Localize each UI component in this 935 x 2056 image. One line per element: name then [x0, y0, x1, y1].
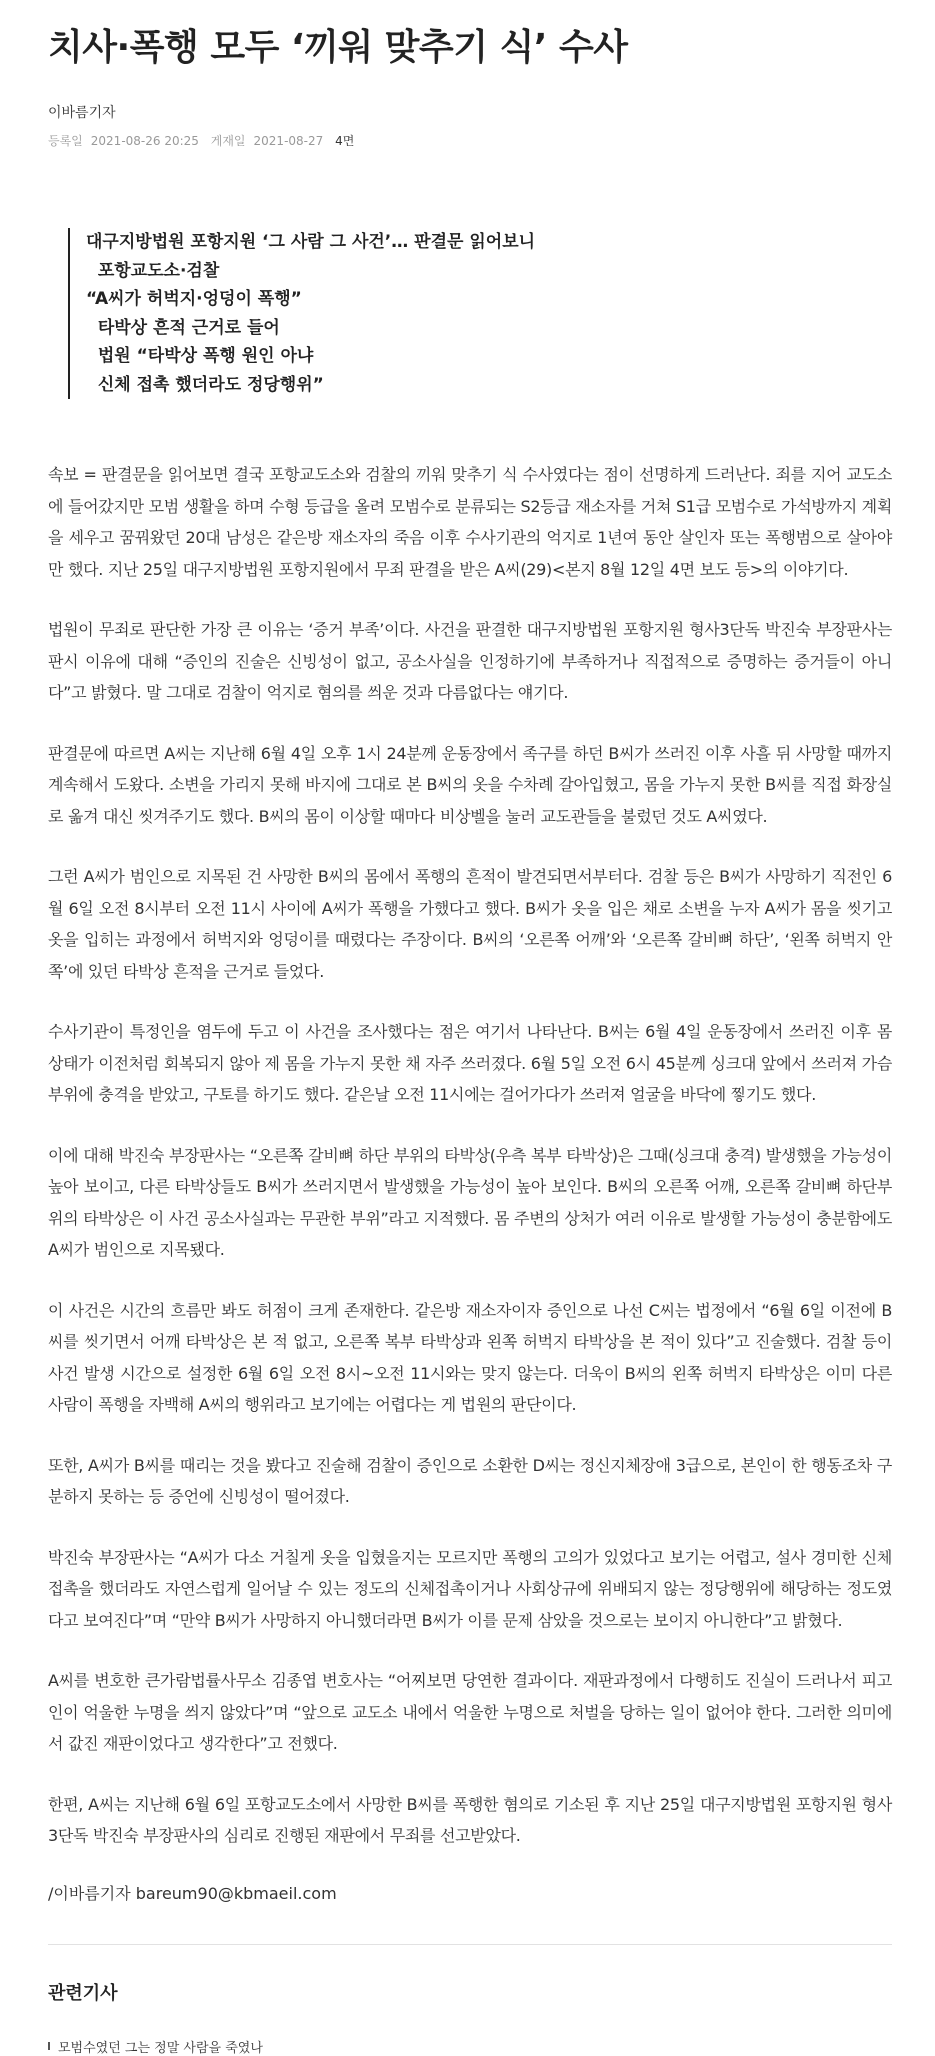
related-article-link[interactable]: [48, 2037, 935, 2056]
article-paragraph: 박진숙 부장판사는 “A씨가 다소 거칠게 옷을 입혔을지는 모르지만 폭행의 고의가 있었다고 보기는 어렵고, 설사 경미한 신체접촉을 했더라도 자연스럽게 일어날 수 있는 정도의 신체접촉이거나 사회상규에 위배되지 않는 정당행위에 해당하는 정도였다고 보여진다”며 “만약 B씨가 사망하지 아니했더라면 B씨가 이를 문제 삼았을 것으로는 보이지 아니한다”고 밝혔다.: [48, 1547, 892, 1630]
article-paragraph: 한편, A씨는 지난해 6월 6일 포항교도소에서 사망한 B씨를 폭행한 혐의로 기소된 후 지난 25일 대구지방법원 포항지원 형사3단독 박진숙 부장판사의 심리로 진행된 재판에서 무죄를 선고받았다.: [48, 1794, 892, 1845]
registered-label: 등록일: [48, 134, 83, 148]
subheadline-line: “A씨가 허벅지·엉덩이 폭행”: [86, 289, 302, 309]
subheadline-line: 법원 “타박상 폭행 원인 아냐: [86, 346, 314, 366]
subheadline-line: 대구지방법원 포항지원 ‘그 사람 그 사건’… 판결문 읽어보니: [86, 232, 536, 252]
subheadline-box: [68, 228, 935, 399]
published-label: 게재일: [210, 134, 246, 148]
article-paragraph: 수사기관이 특정인을 염두에 두고 이 사건을 조사했다는 점은 여기서 나타난다. B씨는 6월 4일 운동장에서 쓰러진 이후 몸 상태가 이전처럼 회복되지 않아 제 몸을 가누지 못한 채 자주 쓰러졌다. 6월 5일 오전 6시 45분께 싱크대 앞에서 쓰러져 가슴 부위에 충격을 받았고, 구토를 하기도 했다. 같은날 오전 11시에는 걸어가다가 쓰러져 얼굴을 바닥에 찧기도 했다.: [48, 1022, 892, 1104]
subheadline-line: 타박상 흔적 근거로 들어: [86, 317, 280, 338]
article-paragraph: 그런 A씨가 범인으로 지목된 건 사망한 B씨의 몸에서 폭행의 흔적이 발견되면서부터다. 검찰 등은 B씨가 사망하기 직전인 6월 6일 오전 8시부터 오전 11시 사이에 A씨가 폭행을 가했다고 했다. B씨가 옷을 입은 채로 소변을 누자 A씨가 몸을 씻기고 옷을 입히는 과정에서 허벅지와 엉덩이를 때렸다는 주장이다. B씨의 ‘오른쪽 어깨’와 ‘오른쪽 갈비뼈 하단’, ‘왼쪽 허벅지 안쪽’에 있던 타박상 흔적을 근거로 들었다.: [48, 867, 892, 981]
article-paragraph: 이에 대해 박진숙 부장판사는 “오른쪽 갈비뼈 하단 부위의 타박상(우측 복부 타박상)은 그때(싱크대 충격) 발생했을 가능성이 높아 보이고, 다른 타박상들도 B씨가 쓰러지면서 발생했을 가능성이 높아 보인다. B씨의 오른쪽 어깨, 오른쪽 갈비뼈 하단부위의 타박상은 이 사건 공소사실과는 무관한 부위”라고 지적했다. 몸 주변의 상처가 여러 이유로 발생할 가능성이 충분함에도 A씨가 범인으로 지목됐다.: [48, 1145, 892, 1259]
subheadline-line: 신체 접촉 했더라도 정당행위”: [86, 374, 324, 395]
article-paragraph: 법원이 무죄로 판단한 가장 큰 이유는 ‘증거 부족’이다. 사건을 판결한 대구지방법원 포항지원 형사3단독 박진숙 부장판사는 판시 이유에 대해 “증인의 진술은 신빙성이 없고, 공소사실을 인정하기에 부족하거나 직접적으로 증명하는 증거들이 아니다”고 밝혔다. 말 그대로 검찰이 억지로 혐의를 씌운 것과 다름없다는 얘기다.: [48, 620, 892, 702]
article-paragraph: A씨를 변호한 큰가람법률사무소 김종엽 변호사는 “어찌보면 당연한 결과이다. 재판과정에서 다행히도 진실이 드러나서 피고인이 억울한 누명을 씌지 않았다”며 “앞으로 교도소 내에서 억울한 누명으로 처벌을 당하는 일이 없어야 한다. 그러한 의미에서 값진 재판이었다고 생각한다”고 전했다.: [48, 1671, 892, 1753]
registered-date: 2021-08-26 20:25: [90, 134, 199, 148]
subheadline-line: 포항교도소·검찰: [86, 260, 220, 281]
article-paragraph: 또한, A씨가 B씨를 때리는 것을 봤다고 진술해 검찰이 증인으로 소환한 D씨는 정신지체장애 3급으로, 본인이 한 행동조차 구분하지 못하는 등 증언에 신빙성이 떨어졌다.: [48, 1455, 892, 1506]
byline: 이바름기자: [48, 105, 116, 121]
article-body: [48, 459, 892, 1909]
reporter-signature: /이바름기자 bareum90@kbmaeil.com: [48, 1883, 337, 1903]
top-rule: [0, 0, 935, 2]
bullet-icon: [48, 2042, 50, 2050]
related-articles-list: [48, 2037, 935, 2056]
related-article-title: 모범수였던 그는 정말 사람을 죽였나: [58, 2040, 263, 2056]
article-paragraph: 속보 = 판결문을 읽어보면 결국 포항교도소와 검찰의 끼워 맞추기 식 수사였다는 점이 선명하게 드러난다. 죄를 지어 교도소에 들어갔지만 모범 생활을 하며 수형 등급을 올려 모범수로 분류되는 S2등급 재소자를 거쳐 S1급 모범수로 가석방까지 계획을 세우고 꿈꿔왔던 20대 남성은 같은방 재소자의 죽음 이후 수사기관의 억지로 1년여 동안 살인자 또는 폭행범으로 살아야만 했다. 지난 25일 대구지방법원 포항지원에서 무죄 판결을 받은 A씨(29)<본지 8월 12일 4면 보도 등>의 이야기다.: [48, 465, 892, 579]
article-headline: 치사·폭행 모두 ‘끼워 맞추기 식’ 수사: [48, 27, 628, 68]
related-articles-title: 관련기사: [48, 1982, 118, 2004]
page-number: 4면: [335, 134, 355, 148]
published-date: 2021-08-27: [253, 134, 324, 148]
article-dates: [48, 132, 935, 150]
article-paragraph: 이 사건은 시간의 흐름만 봐도 허점이 크게 존재한다. 같은방 재소자이자 증인으로 나선 C씨는 법정에서 “6월 6일 이전에 B씨를 씻기면서 어깨 타박상은 본 적 없고, 오른쪽 복부 타박상과 왼쪽 허벅지 타박상을 본 적이 있다”고 진술했다. 검찰 등이 사건 발생 시간으로 설정한 6월 6일 오전 8시~오전 11시와는 맞지 않는다. 더욱이 B씨의 왼쪽 허벅지 타박상은 이미 다른 사람이 폭행을 자백해 A씨의 행위라고 보기에는 어렵다는 게 법원의 판단이다.: [48, 1300, 892, 1414]
section-divider: [48, 1944, 892, 1945]
article-paragraph: 판결문에 따르면 A씨는 지난해 6월 4일 오후 1시 24분께 운동장에서 족구를 하던 B씨가 쓰러진 이후 사흘 뒤 사망할 때까지 계속해서 도왔다. 소변을 가리지 못해 바지에 그대로 본 B씨의 옷을 수차례 갈아입혔고, 몸을 가누지 못한 B씨를 직접 화장실로 옮겨 대신 씻겨주기도 했다. B씨의 몸이 이상할 때마다 비상벨을 눌러 교도관들을 불렀던 것도 A씨였다.: [48, 743, 892, 826]
